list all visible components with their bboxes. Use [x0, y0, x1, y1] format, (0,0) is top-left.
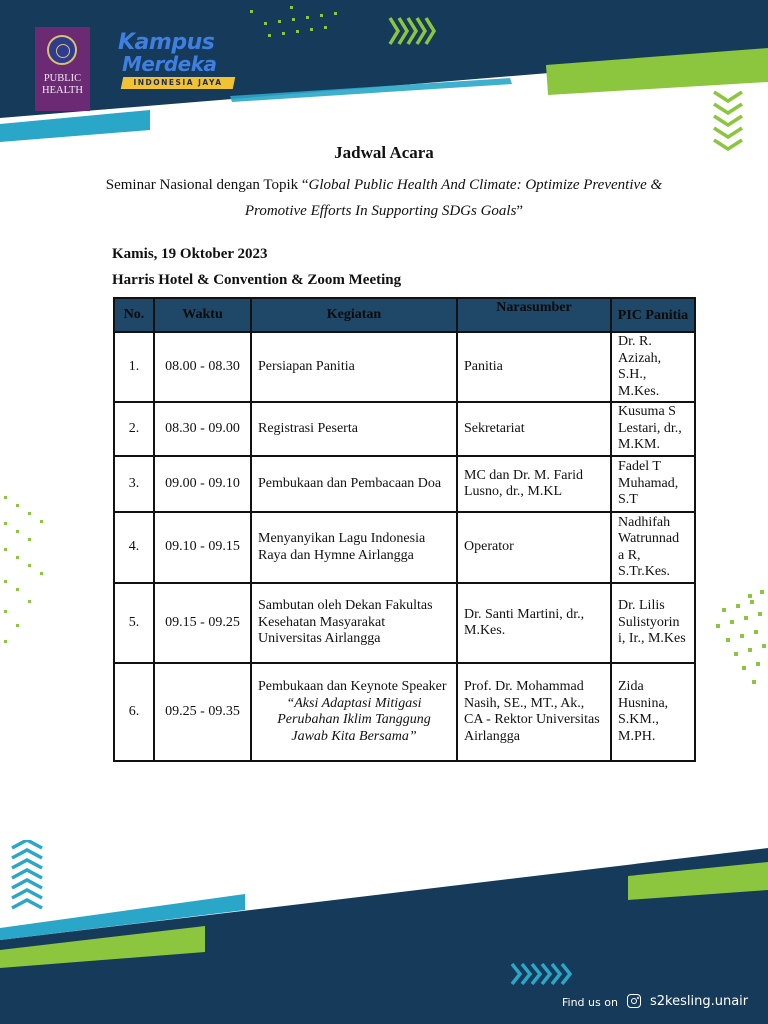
- university-seal-icon: [47, 35, 77, 65]
- cell-speaker: Prof. Dr. Mohammad Nasih, SE., MT., Ak., CA - Rektor Universitas Airlangga: [457, 663, 611, 761]
- cell-time: 09.10 - 09.15: [154, 512, 251, 583]
- header-no: No.: [114, 298, 154, 332]
- cell-no: 4.: [114, 512, 154, 583]
- header-speaker: Narasumber: [457, 298, 611, 332]
- cell-time: 09.00 - 09.10: [154, 456, 251, 512]
- cell-speaker: Dr. Santi Martini, dr., M.Kes.: [457, 583, 611, 663]
- page-title: Jadwal Acara: [334, 143, 434, 162]
- header-pic: PIC Panitia: [611, 298, 695, 332]
- subtitle-prefix: Seminar Nasional dengan Topik “: [105, 177, 309, 193]
- subtitle-suffix: ”: [516, 203, 524, 219]
- public-health-logo: [35, 27, 90, 111]
- cell-activity-text: Pembukaan dan Keynote Speaker: [258, 679, 447, 694]
- cell-activity: Pembukaan dan Pembacaan Doa: [251, 456, 457, 512]
- cell-speaker: Operator: [457, 512, 611, 583]
- cell-no: 5.: [114, 583, 154, 663]
- instagram-handle[interactable]: s2kesling.unair: [650, 994, 749, 1009]
- cell-pic: Nadhifah Watrunnad a R, S.Tr.Kes.: [611, 512, 695, 583]
- subtitle-topic: Global Public Health And Climate: Optimize Preventive & Promotive Efforts In Supporting SDGs Goals: [244, 177, 663, 219]
- header-activity: Kegiatan: [251, 298, 457, 332]
- table-row: [114, 583, 695, 663]
- table-row: [114, 456, 695, 512]
- cell-pic: Zida Husnina, S.KM., M.PH.: [611, 663, 695, 761]
- cell-activity: Menyanyikan Lagu Indonesia Raya dan Hymne Airlangga: [251, 512, 457, 583]
- public-health-logo-text: PUBLIC HEALTH: [41, 73, 84, 96]
- event-venue: Harris Hotel & Convention & Zoom Meeting: [112, 272, 402, 288]
- cell-activity: Sambutan oleh Dekan Fakultas Kesehatan Masyarakat Universitas Airlangga: [251, 583, 457, 663]
- right-dots-pattern: [712, 590, 768, 700]
- cell-speaker: Panitia: [457, 332, 611, 402]
- cell-pic: Fadel T Muhamad, S.T: [611, 456, 695, 512]
- find-us-label: Find us on: [562, 996, 618, 1009]
- kampus-merdeka-word1: Kampus: [118, 30, 215, 55]
- cell-no: 2.: [114, 402, 154, 456]
- header-time: Waktu: [154, 298, 251, 332]
- cell-time: 08.30 - 09.00: [154, 402, 251, 456]
- cell-pic: Kusuma S Lestari, dr., M.KM.: [611, 402, 695, 456]
- cell-time: 08.00 - 08.30: [154, 332, 251, 402]
- keynote-quote: “Aksi Adaptasi Mitigasi Perubahan Iklim Tanggung Jawab Kita Bersama”: [277, 695, 431, 744]
- cell-no: 3.: [114, 456, 154, 512]
- table-row: [114, 332, 695, 402]
- header-decoration: [0, 0, 768, 150]
- event-date: Kamis, 19 Oktober 2023: [112, 246, 268, 262]
- cell-activity: Persiapan Panitia: [251, 332, 457, 402]
- cell-no: 1.: [114, 332, 154, 402]
- cell-activity: [251, 663, 457, 761]
- kampus-merdeka-ribbon: INDONESIA JAYA: [121, 77, 236, 89]
- cell-time: 09.25 - 09.35: [154, 663, 251, 761]
- schedule-table: [113, 297, 696, 762]
- kampus-merdeka-logo: [118, 30, 236, 90]
- cell-time: 09.15 - 09.25: [154, 583, 251, 663]
- table-row: [114, 512, 695, 583]
- table-row: [114, 402, 695, 456]
- cell-speaker: MC dan Dr. M. Farid Lusno, dr., M.KL: [457, 456, 611, 512]
- instagram-icon[interactable]: [627, 994, 641, 1008]
- cell-pic: Dr. R. Azizah, S.H., M.Kes.: [611, 332, 695, 402]
- cell-speaker: Sekretariat: [457, 402, 611, 456]
- cell-activity: Registrasi Peserta: [251, 402, 457, 456]
- kampus-merdeka-word2: Merdeka: [122, 52, 217, 76]
- page-subtitle: [84, 172, 684, 224]
- left-dots-pattern: [0, 490, 60, 660]
- cell-pic: Dr. Lilis Sulistyorin i, Ir., M.Kes: [611, 583, 695, 663]
- table-row: [114, 663, 695, 761]
- table-header-row: [114, 298, 695, 332]
- cell-no: 6.: [114, 663, 154, 761]
